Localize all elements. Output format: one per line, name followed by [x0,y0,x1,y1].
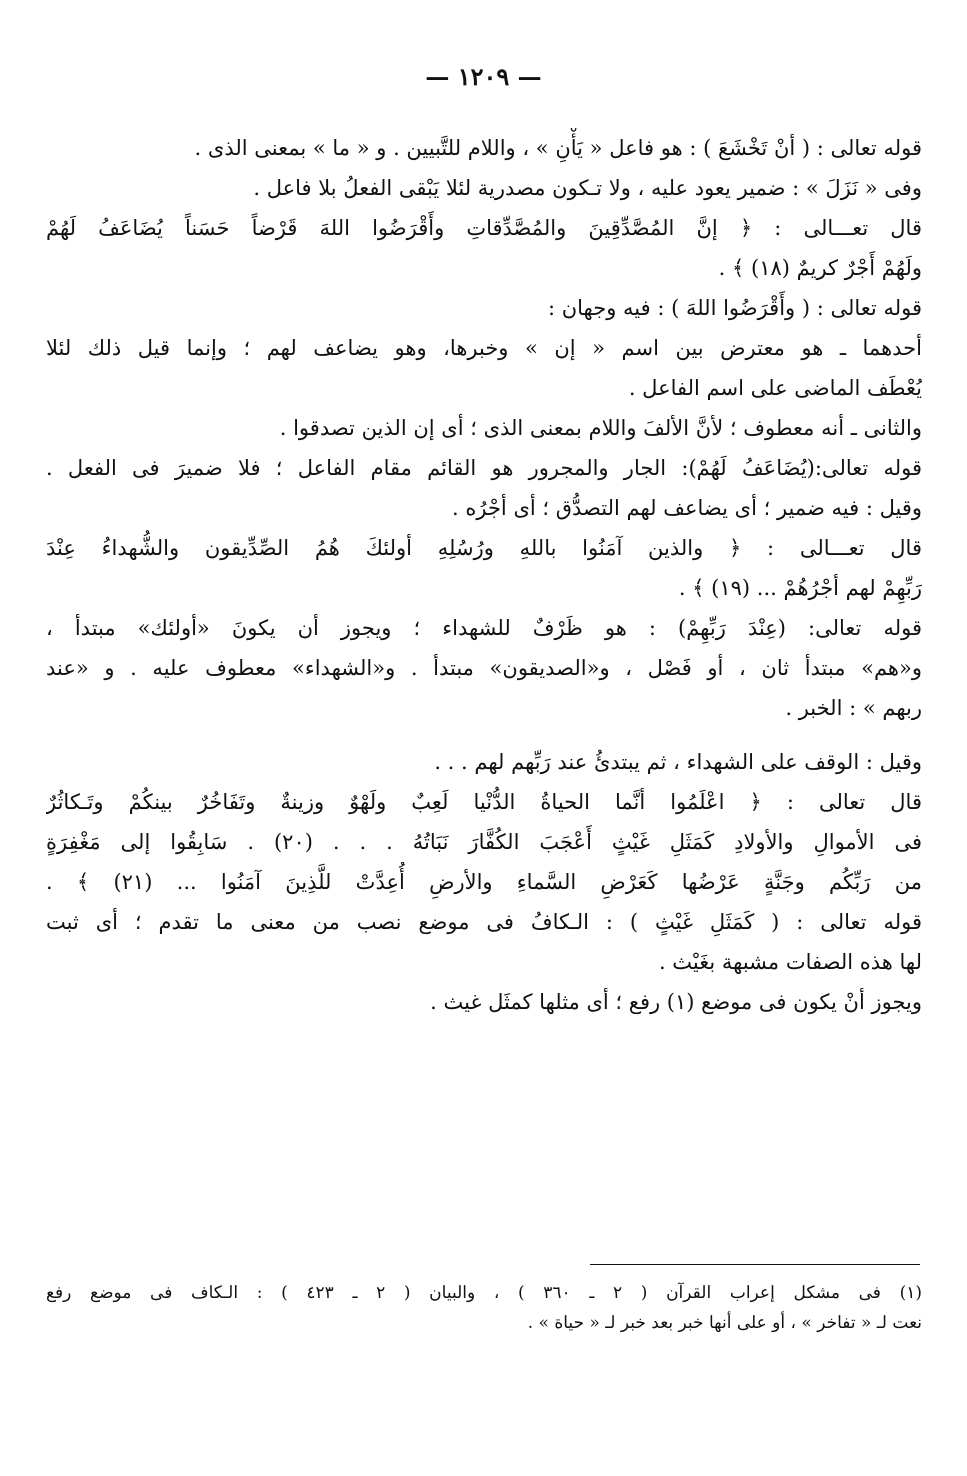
text-line: وقيل : الوقف على الشهداء ، ثم يبتدئُ عند رَبِّهم لهم . . . [434,750,922,774]
text-line: قال تعـــالى : ﴿ والذين آمَنُوا باللهِ ورُسُلِهِ أولئكَ هُمُ الصِّدِّيقون والشُّهداءُ عِنْدَ [46,536,922,560]
text-line: فى الأموالِ والأولادِ كَمَثَلِ غَيْثٍ أَعْجَبَ الكُفَّارَ نَبَاتُهُ . . . (٢٠) . سَابِقُوا إلى مَغْفِرَةٍ [46,830,922,854]
footnotes [46,1278,922,1338]
text-line: قال تعالى : ﴿ اعْلَمُوا أنَّما الحياةُ الدُّنْيا لَعِبٌ ولَهْوٌ وزينةٌ وتَفَاخُرٌ بينكُمْ وتَـكاثُرٌ [46,790,922,814]
main-text [46,128,922,1022]
footnote-line: نعت لـ « تفاخر » ، أو على أنها خبر بعد خبر لـ « حياة » . [527,1313,922,1333]
text-line: وفى « نَزَلَ » : ضمير يعود عليه ، ولا تـكون مصدرية لئلا يَبْقى الفعلُ بلا فاعل . [253,176,922,200]
text-line: وقيل : فيه ضمير ؛ أى يضاعف لهم التصدُّق ؛ أى أجْرُه . [452,496,922,520]
page-number: — ١٢٠٩ — [425,62,542,91]
text-line: قوله تعالى: (عِنْدَ رَبِّهِمْ) : هو ظَرْفٌ للشهداء ؛ ويجوز أن يكونَ «أولئك» مبتدأ ، [46,616,922,640]
text-line: والثانى ـ أنه معطوف ؛ لأنَّ الألفَ واللام بمعنى الذى ؛ أى إن الذين تصدقوا . [279,416,922,440]
text-line: قوله تعالى : ( أنْ تَخْشَعَ ) : هو فاعل « يَأْنِ » ، واللام للتَّبيين . و « ما » بمعنى الذى . [194,136,922,160]
text-line: قوله تعالى : ( وأَقْرَضُوا اللهَ ) : فيه وجهان : [547,296,922,320]
text-line: ولَهُمْ أَجْرٌ كريمٌ (١٨) ﴾ . [718,256,922,280]
footnote-line: (١) فى مشكل إعراب القرآن ( ٢ ـ ٣٦٠ ) ، والبيان ( ٢ ـ ٤٢٣ ) : الـكاف فى موضع رفع [46,1283,922,1303]
text-line: يُعْطَف الماضى على اسم الفاعل . [628,376,922,400]
text-line: ويجوز أنْ يكون فى موضع (١) رفع ؛ أى مثلها كمثَل غيث . [430,990,922,1014]
footnote-divider [590,1264,920,1265]
text-line: لها هذه الصفات مشبهة بغَيْث . [658,950,922,974]
text-line: قال تعـــالى : ﴿ إنَّ المُصَّدِّقِينَ والمُصَّدِّقاتِ وأَقْرَضُوا اللهَ قَرْضاً حَسَناً يُضَاعَفُ لَهُمْ [46,216,922,240]
text-line: أحدهما ـ هو معترض بين اسم « إن » وخبرها، وهو يضاعف لهم ؛ وإنما قيل ذلك لئلا [46,336,922,360]
text-line: قوله تعالى:(يُضَاعَفُ لَهُمْ): الجار والمجرور هو القائم مقام الفاعل ؛ فلا ضميرَ فى الفعل . [46,456,922,480]
text-line: رَبِّهِمْ لهم أجْرُهُمْ ... (١٩) ﴾ . [678,576,922,600]
text-line: من رَبِّكُم وجَنَّةٍ عَرْضُها كَعَرْضِ السَّماءِ والأرضِ أُعِدَّتْ للَّذِينَ آمَنُوا ... (٢١) ﴾ . [46,870,922,894]
text-line: قوله تعالى : ( كَمَثَلِ غَيْثٍ ) : الـكافُ فى موضع نصب من معنى ما تقدم ؛ أى ثبت [46,910,922,934]
text-line: ربهم » : الخبر . [785,696,922,720]
text-line: و«هم» مبتدأ ثان ، أو فَصْل ، و«الصديقون» مبتدأ . و«الشهداء» معطوف عليه . و «عند [46,656,922,680]
